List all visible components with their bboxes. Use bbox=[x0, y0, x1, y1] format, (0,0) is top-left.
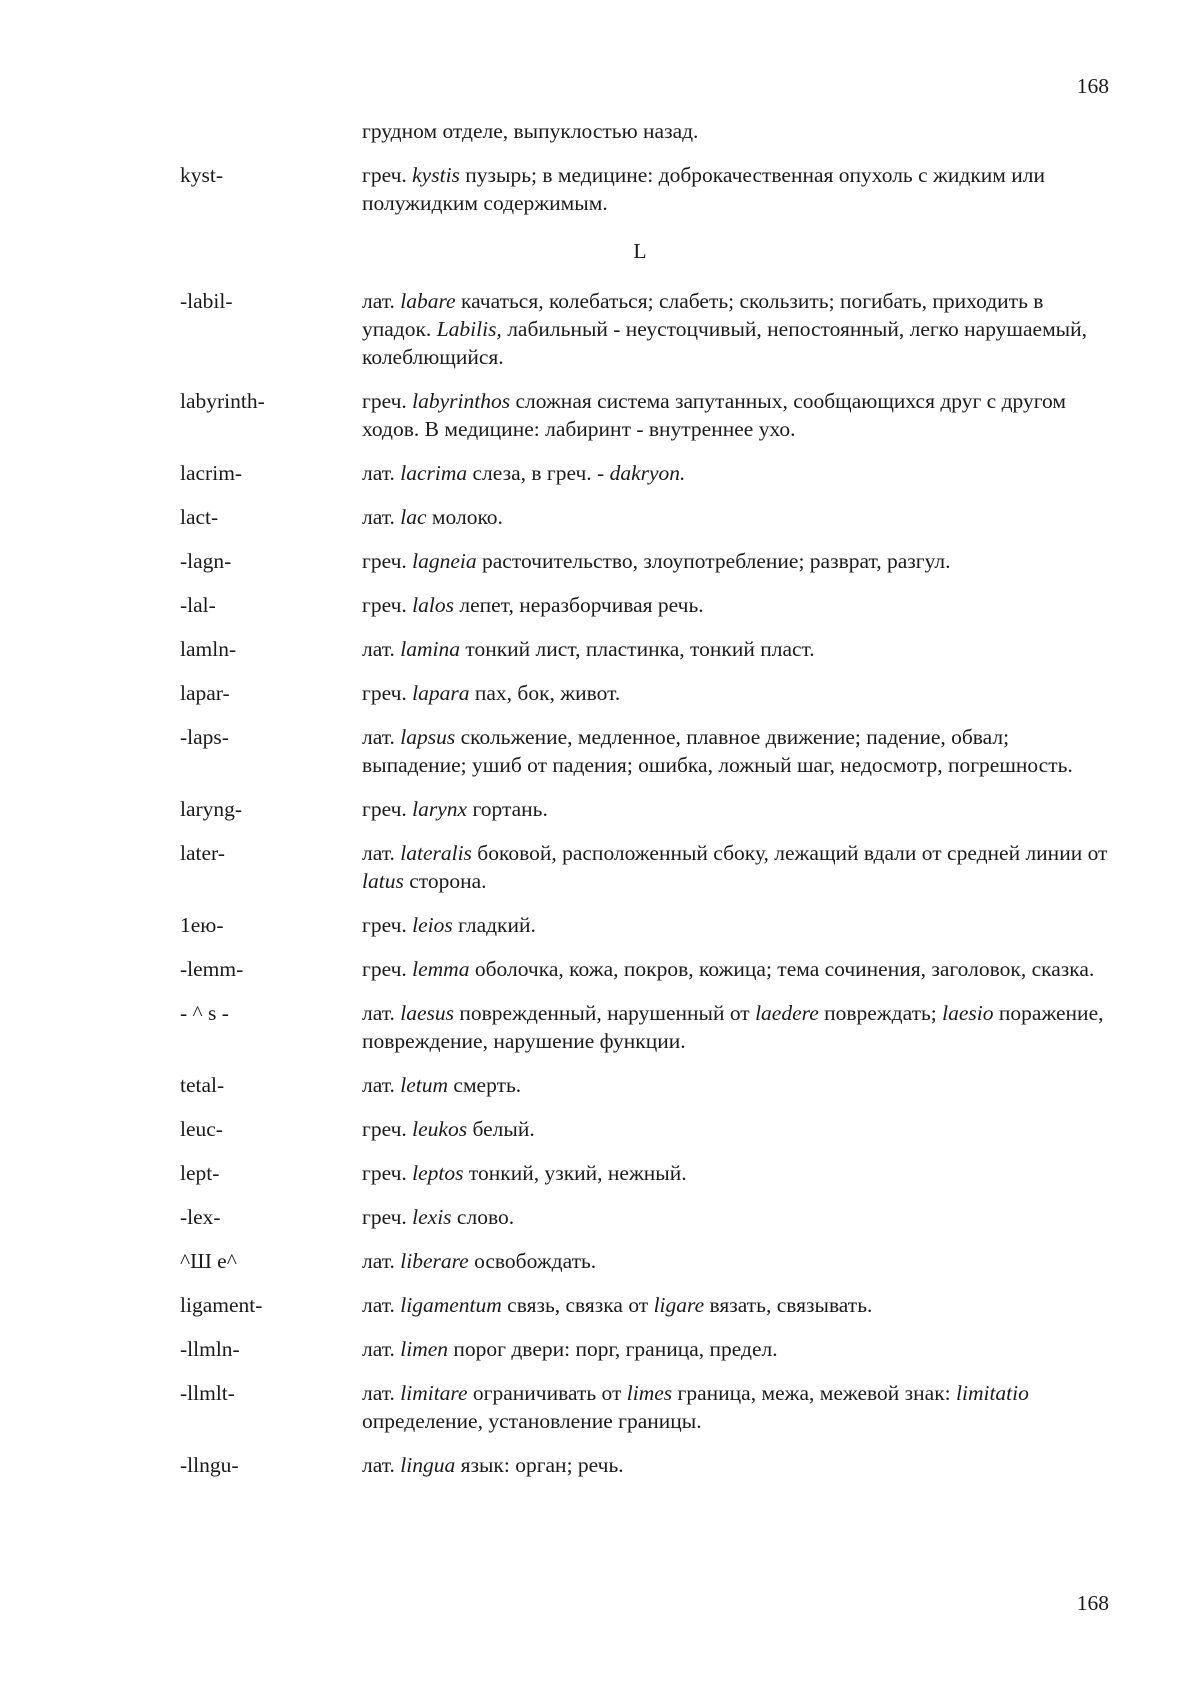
entry-term: lapar- bbox=[180, 681, 230, 705]
definition-text: расточительство, злоупотребление; разврат, разгул. bbox=[476, 549, 951, 573]
definition-text: поражение, повреждение, нарушение функции. bbox=[362, 1001, 1104, 1053]
definition-text: лат. bbox=[362, 1337, 401, 1361]
definition-italic-word: laesus bbox=[400, 1001, 454, 1025]
dictionary-entries bbox=[180, 117, 1110, 1495]
definition-italic-word: Labilis, bbox=[436, 317, 502, 341]
definition-text: слово. bbox=[451, 1205, 515, 1229]
entry-definition bbox=[362, 955, 1110, 983]
dictionary-entry bbox=[180, 161, 1110, 217]
dictionary-entry bbox=[180, 387, 1110, 443]
entry-term: -lal- bbox=[180, 593, 216, 617]
definition-italic-word: limes bbox=[626, 1381, 673, 1405]
entry-definition bbox=[362, 839, 1110, 895]
definition-text: лат. bbox=[362, 505, 401, 529]
definition-text: лат. bbox=[362, 289, 401, 313]
entry-term: lacrim- bbox=[180, 461, 243, 485]
entry-definition bbox=[362, 1379, 1110, 1435]
definition-text: лат. bbox=[362, 1073, 401, 1097]
definition-text: греч. bbox=[362, 593, 413, 617]
definition-text: греч. bbox=[362, 549, 413, 573]
dictionary-entry bbox=[180, 1203, 1110, 1231]
section-letter: L bbox=[633, 239, 647, 263]
definition-italic-word: latus bbox=[362, 869, 404, 893]
definition-text: лат. bbox=[362, 1293, 401, 1317]
definition-italic-word: lapara bbox=[412, 681, 470, 705]
entry-term: -llmlt- bbox=[180, 1381, 235, 1405]
definition-text: определение, установление границы. bbox=[362, 1409, 702, 1433]
entry-term: laryng- bbox=[180, 797, 243, 821]
entry-term: later- bbox=[180, 841, 225, 865]
definition-text: смерть. bbox=[448, 1073, 522, 1097]
dictionary-entry bbox=[180, 547, 1110, 575]
entry-term: lept- bbox=[180, 1161, 220, 1185]
definition-text: боковой, расположенный сбоку, лежащий вдали от средней линии от bbox=[471, 841, 1108, 865]
definition-text: скольжение, медленное, плавное движение; падение, обвал; выпадение; ушиб от падения; ошибка, ложный шаг, недосмотр, погрешность. bbox=[362, 725, 1073, 777]
dictionary-entry bbox=[180, 1071, 1110, 1099]
dictionary-entry bbox=[180, 635, 1110, 663]
definition-text: граница, межа, межевой знак: bbox=[672, 1381, 956, 1405]
definition-italic-word: laedere bbox=[755, 1001, 819, 1025]
dictionary-entry bbox=[180, 459, 1110, 487]
entry-term: -llmln- bbox=[180, 1337, 240, 1361]
dictionary-entry bbox=[180, 503, 1110, 531]
entry-definition bbox=[362, 1159, 1110, 1187]
definition-text: связь, связка от bbox=[501, 1293, 654, 1317]
entry-definition bbox=[362, 503, 1110, 531]
entries-section bbox=[180, 287, 1110, 1479]
definition-text: пузырь; в медицине: доброкачественная опухоль с жидким или полужидким содержимым. bbox=[362, 163, 1045, 215]
entry-term: -labil- bbox=[180, 289, 233, 313]
entry-term: -llngu- bbox=[180, 1453, 239, 1477]
definition-text: повреждать; bbox=[818, 1001, 943, 1025]
entry-definition bbox=[362, 1335, 1110, 1363]
dictionary-entry bbox=[180, 999, 1110, 1055]
entry-definition bbox=[362, 723, 1110, 779]
entry-term: lact- bbox=[180, 505, 219, 529]
definition-italic-word: laesio bbox=[942, 1001, 994, 1025]
entry-term: kyst- bbox=[180, 163, 223, 187]
definition-text: порог двери: порг, граница, предел. bbox=[448, 1337, 778, 1361]
definition-italic-word: liberare bbox=[400, 1249, 469, 1273]
definition-italic-word: lalos bbox=[412, 593, 454, 617]
definition-text: гладкий. bbox=[452, 913, 536, 937]
dictionary-entry bbox=[180, 1379, 1110, 1435]
dictionary-entry bbox=[180, 723, 1110, 779]
definition-italic-word: letum bbox=[400, 1073, 449, 1097]
dictionary-entry bbox=[180, 591, 1110, 619]
page-number-top: 168 bbox=[1076, 74, 1109, 98]
entry-definition bbox=[362, 679, 1110, 707]
definition-italic-word: limitatio bbox=[956, 1381, 1029, 1405]
continuation-line: грудном отделе, выпуклостью назад. bbox=[362, 119, 699, 143]
definition-italic-word: lingua bbox=[400, 1453, 456, 1477]
definition-italic-word: lacrima bbox=[400, 461, 468, 485]
definition-text: греч. bbox=[362, 389, 413, 413]
entry-term: - ^ s - bbox=[180, 1001, 229, 1025]
entry-term: ^Ш е^ bbox=[180, 1249, 237, 1273]
definition-text: греч. bbox=[362, 957, 413, 981]
entry-term: -lex- bbox=[180, 1205, 221, 1229]
dictionary-entry bbox=[180, 679, 1110, 707]
definition-italic-word: lagneia bbox=[412, 549, 477, 573]
definition-text: греч. bbox=[362, 163, 413, 187]
definition-italic-word: ligare bbox=[653, 1293, 705, 1317]
entries-before-section bbox=[180, 161, 1110, 217]
definition-italic-word: lateralis bbox=[400, 841, 472, 865]
definition-text: качаться, колебаться; слабеть; скользить; погибать, приходить в упадок. bbox=[362, 289, 1044, 341]
page-number-bottom: 168 bbox=[1076, 1591, 1109, 1615]
dictionary-entry bbox=[180, 911, 1110, 939]
definition-text: тонкий лист, пластинка, тонкий пласт. bbox=[459, 637, 815, 661]
definition-text: лат. bbox=[362, 461, 401, 485]
entry-definition bbox=[362, 161, 1110, 217]
entry-term: 1ею- bbox=[180, 913, 224, 937]
entry-definition bbox=[362, 999, 1110, 1055]
definition-italic-word: labyrinthos bbox=[412, 389, 511, 413]
definition-text: лат. bbox=[362, 637, 401, 661]
definition-text: греч. bbox=[362, 1205, 413, 1229]
definition-text: слеза, в греч. - bbox=[467, 461, 610, 485]
definition-italic-word: leptos bbox=[412, 1161, 464, 1185]
entry-term: -lemm- bbox=[180, 957, 244, 981]
definition-italic-word: lapsus bbox=[400, 725, 456, 749]
entry-definition bbox=[362, 911, 1110, 939]
definition-text: греч. bbox=[362, 913, 413, 937]
definition-text: белый. bbox=[467, 1117, 535, 1141]
dictionary-entry bbox=[180, 1335, 1110, 1363]
definition-italic-word: larynx bbox=[412, 797, 468, 821]
entry-term: lamln- bbox=[180, 637, 237, 661]
definition-text: пах, бок, живот. bbox=[469, 681, 621, 705]
definition-italic-word: lemma bbox=[412, 957, 470, 981]
definition-text: оболочка, кожа, покров, кожица; тема сочинения, заголовок, сказка. bbox=[469, 957, 1095, 981]
definition-italic-word: dakryon. bbox=[609, 461, 686, 485]
definition-text: вязать, связывать. bbox=[704, 1293, 873, 1317]
entry-definition bbox=[362, 547, 1110, 575]
entry-term: leuc- bbox=[180, 1117, 223, 1141]
definition-text: греч. bbox=[362, 1117, 413, 1141]
definition-text: сторона. bbox=[403, 869, 487, 893]
definition-italic-word: kystis bbox=[412, 163, 460, 187]
dictionary-entry bbox=[180, 795, 1110, 823]
definition-italic-word: leios bbox=[412, 913, 453, 937]
definition-italic-word: lamina bbox=[400, 637, 460, 661]
entry-term: labyrinth- bbox=[180, 389, 265, 413]
definition-text: тонкий, узкий, нежный. bbox=[463, 1161, 687, 1185]
definition-text: поврежденный, нарушенный от bbox=[454, 1001, 756, 1025]
definition-text: лабильный - неустоцчивый, непостоянный, легко нарушаемый, колеблющийся. bbox=[362, 317, 1087, 369]
entry-definition bbox=[362, 1247, 1110, 1275]
entry-term: -laps- bbox=[180, 725, 229, 749]
dictionary-entry bbox=[180, 1159, 1110, 1187]
definition-text: греч. bbox=[362, 1161, 413, 1185]
dictionary-entry bbox=[180, 839, 1110, 895]
definition-text: лат. bbox=[362, 725, 401, 749]
entry-definition bbox=[362, 1451, 1110, 1479]
entry-definition bbox=[362, 287, 1110, 371]
definition-italic-word: limitare bbox=[400, 1381, 468, 1405]
definition-text: лат. bbox=[362, 1381, 401, 1405]
dictionary-entry bbox=[180, 955, 1110, 983]
definition-italic-word: labare bbox=[400, 289, 456, 313]
definition-text: освобождать. bbox=[468, 1249, 597, 1273]
definition-text: лат. bbox=[362, 841, 401, 865]
definition-text: лепет, неразборчивая речь. bbox=[453, 593, 704, 617]
definition-italic-word: ligamentum bbox=[400, 1293, 502, 1317]
definition-text: гортань. bbox=[467, 797, 548, 821]
definition-italic-word: lexis bbox=[412, 1205, 452, 1229]
definition-text: греч. bbox=[362, 681, 413, 705]
definition-text: греч. bbox=[362, 797, 413, 821]
entry-definition bbox=[362, 1203, 1110, 1231]
entry-definition bbox=[362, 1115, 1110, 1143]
definition-text: лат. bbox=[362, 1249, 401, 1273]
entry-term: ligament- bbox=[180, 1293, 263, 1317]
entry-term: -lagn- bbox=[180, 549, 232, 573]
definition-italic-word: leukos bbox=[412, 1117, 468, 1141]
definition-text: лат. bbox=[362, 1001, 401, 1025]
definition-text: ограничивать от bbox=[467, 1381, 627, 1405]
dictionary-entry bbox=[180, 1291, 1110, 1319]
entry-definition bbox=[362, 459, 1110, 487]
entry-definition bbox=[362, 795, 1110, 823]
entry-definition bbox=[362, 1291, 1110, 1319]
definition-text: лат. bbox=[362, 1453, 401, 1477]
entry-definition bbox=[362, 1071, 1110, 1099]
dictionary-entry bbox=[180, 1115, 1110, 1143]
dictionary-entry bbox=[180, 287, 1110, 371]
definition-italic-word: lac bbox=[400, 505, 427, 529]
dictionary-entry bbox=[180, 1451, 1110, 1479]
entry-definition bbox=[362, 635, 1110, 663]
definition-text: сложная система запутанных, сообщающихся друг с другом ходов. В медицине: лабиринт - внутреннее ухо. bbox=[362, 389, 1066, 441]
entry-term: tetal- bbox=[180, 1073, 225, 1097]
dictionary-entry bbox=[180, 1247, 1110, 1275]
entry-definition bbox=[362, 387, 1110, 443]
definition-text: язык: орган; речь. bbox=[455, 1453, 624, 1477]
definition-italic-word: limen bbox=[400, 1337, 449, 1361]
entry-definition bbox=[362, 591, 1110, 619]
definition-text: молоко. bbox=[426, 505, 503, 529]
